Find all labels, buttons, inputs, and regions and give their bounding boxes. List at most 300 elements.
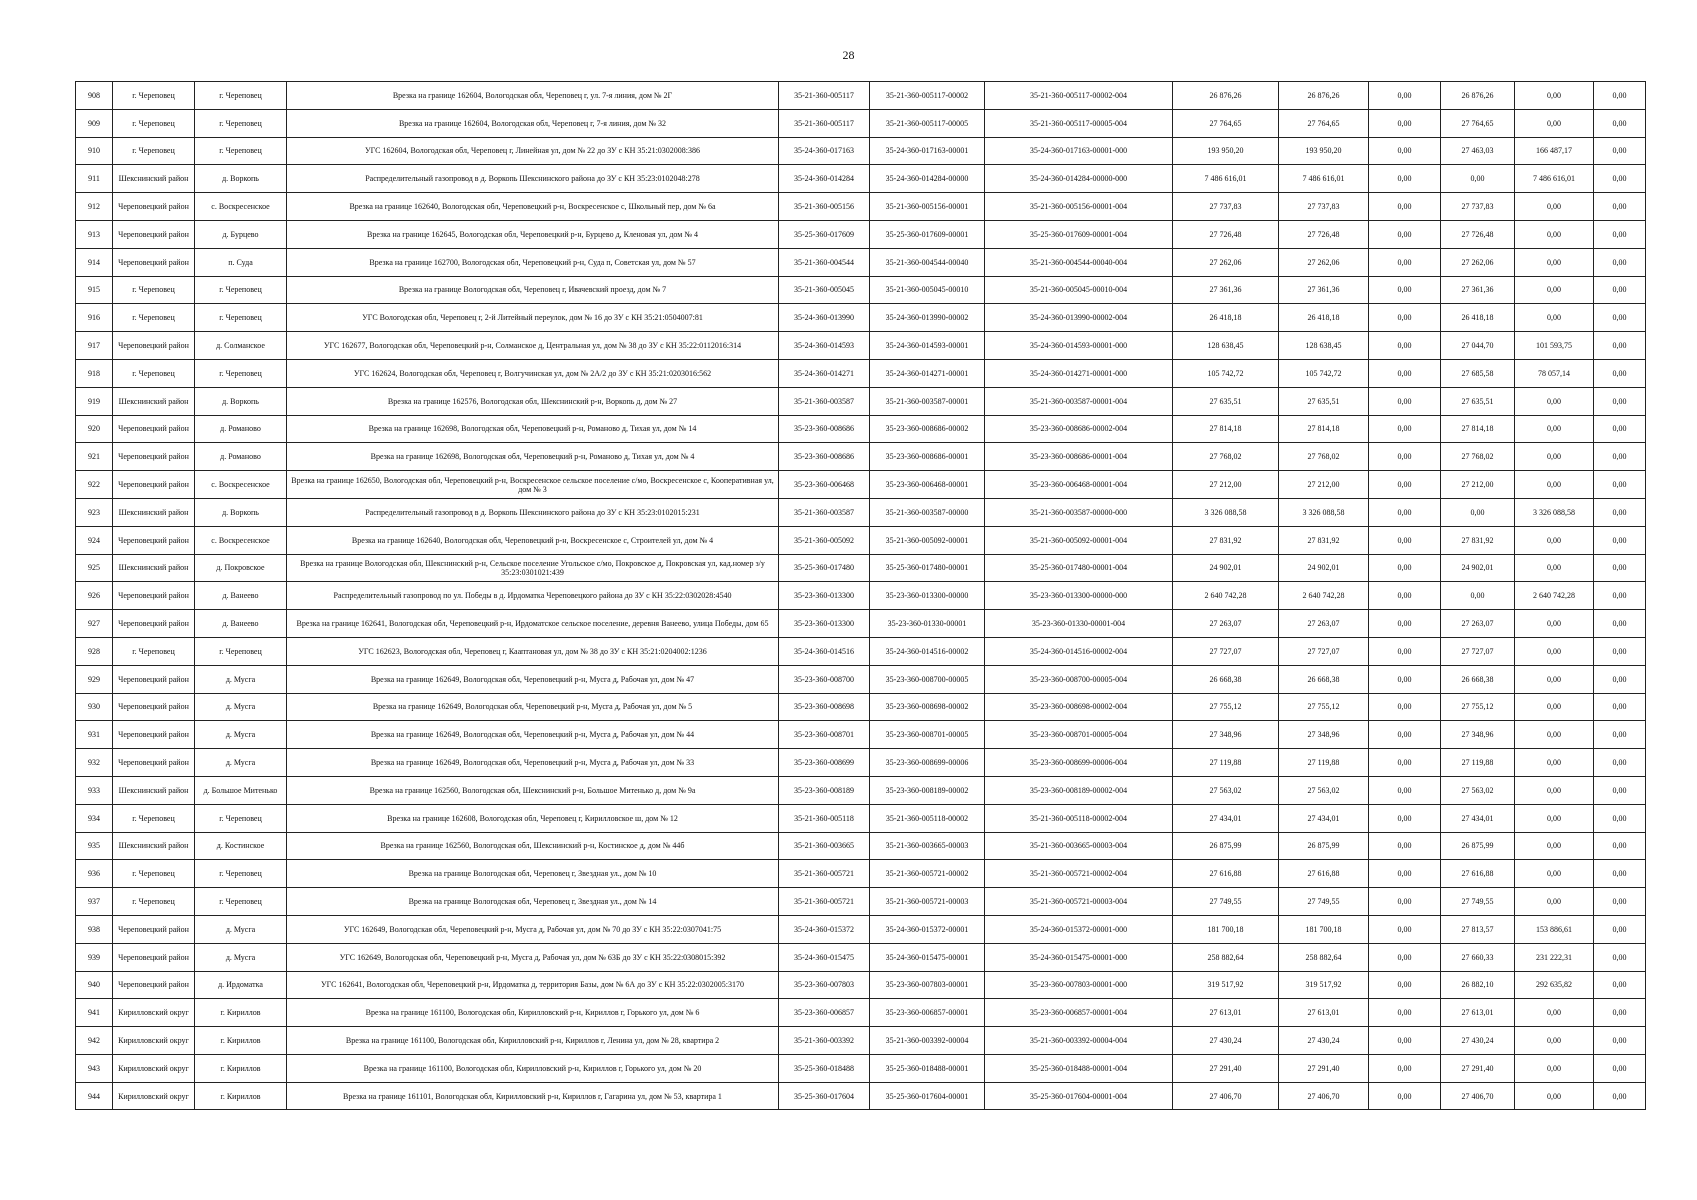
row-number: 919 xyxy=(76,387,113,415)
locality-cell: г. Кириллов xyxy=(195,1082,287,1110)
address-cell: Врезка на границе Вологодская обл, Череповец г, Звездная ул., дом № 10 xyxy=(287,860,779,888)
amount-total-cell: 26 876,26 xyxy=(1173,82,1279,110)
amount-col2-cell: 105 742,72 xyxy=(1279,359,1369,387)
address-cell: Врезка на границе 161100, Вологодская обл, Кирилловский р-н, Кириллов г, Ленина ул, дом № 28, квартира 2 xyxy=(287,1027,779,1055)
table-row xyxy=(76,832,1646,860)
sub-object-code-cell: 35-23-360-007803-00001 xyxy=(870,971,985,999)
district-cell: Череповецкий район xyxy=(113,693,195,721)
amount-col4-cell: 27 749,55 xyxy=(1441,888,1515,916)
table-row xyxy=(76,582,1646,610)
amount-col2-cell: 193 950,20 xyxy=(1279,137,1369,165)
object-code-cell: 35-23-360-008189 xyxy=(779,776,870,804)
table-row xyxy=(76,971,1646,999)
element-code-cell: 35-23-360-008686-00001-004 xyxy=(985,443,1173,471)
amount-total-cell: 26 418,18 xyxy=(1173,304,1279,332)
object-code-cell: 35-21-360-005721 xyxy=(779,860,870,888)
amount-col2-cell: 27 361,36 xyxy=(1279,276,1369,304)
district-cell: Череповецкий район xyxy=(113,471,195,499)
amount-col2-cell: 27 616,88 xyxy=(1279,860,1369,888)
element-code-cell: 35-25-360-017609-00001-004 xyxy=(985,220,1173,248)
sub-object-code-cell: 35-21-360-003392-00004 xyxy=(870,1027,985,1055)
object-code-cell: 35-23-360-008686 xyxy=(779,443,870,471)
amount-col2-cell: 2 640 742,28 xyxy=(1279,582,1369,610)
row-number: 939 xyxy=(76,943,113,971)
district-cell: г. Череповец xyxy=(113,637,195,665)
locality-cell: д. Романово xyxy=(195,443,287,471)
district-cell: Череповецкий район xyxy=(113,582,195,610)
amount-col5-cell: 0,00 xyxy=(1515,387,1594,415)
element-code-cell: 35-23-360-008701-00005-004 xyxy=(985,721,1173,749)
district-cell: Шекснинский район xyxy=(113,387,195,415)
table-row xyxy=(76,915,1646,943)
amount-col4-cell: 27 764,65 xyxy=(1441,109,1515,137)
element-code-cell: 35-21-360-005117-00005-004 xyxy=(985,109,1173,137)
row-number: 924 xyxy=(76,526,113,554)
sub-object-code-cell: 35-23-360-008189-00002 xyxy=(870,776,985,804)
address-cell: Врезка на границе 161101, Вологодская обл, Кирилловский р-н, Кириллов г, Гагарина ул, дом № 53, квартира 1 xyxy=(287,1082,779,1110)
table-row xyxy=(76,637,1646,665)
sub-object-code-cell: 35-23-360-006468-00001 xyxy=(870,471,985,499)
table-row xyxy=(76,1054,1646,1082)
amount-col6-cell: 0,00 xyxy=(1594,332,1646,360)
element-code-cell: 35-25-360-017604-00001-004 xyxy=(985,1082,1173,1110)
registry-table xyxy=(75,81,1646,1110)
row-number: 933 xyxy=(76,776,113,804)
row-number: 923 xyxy=(76,498,113,526)
row-number: 940 xyxy=(76,971,113,999)
district-cell: г. Череповец xyxy=(113,888,195,916)
district-cell: Череповецкий район xyxy=(113,415,195,443)
row-number: 942 xyxy=(76,1027,113,1055)
table-row xyxy=(76,304,1646,332)
amount-col3-cell: 0,00 xyxy=(1369,109,1441,137)
table-row xyxy=(76,359,1646,387)
amount-col6-cell: 0,00 xyxy=(1594,498,1646,526)
object-code-cell: 35-21-360-005118 xyxy=(779,804,870,832)
amount-col3-cell: 0,00 xyxy=(1369,359,1441,387)
amount-col2-cell: 27 764,65 xyxy=(1279,109,1369,137)
amount-col2-cell: 27 727,07 xyxy=(1279,637,1369,665)
amount-col2-cell: 7 486 616,01 xyxy=(1279,165,1369,193)
amount-col4-cell: 27 119,88 xyxy=(1441,749,1515,777)
sub-object-code-cell: 35-21-360-005117-00005 xyxy=(870,109,985,137)
district-cell: Кирилловский округ xyxy=(113,1054,195,1082)
element-code-cell: 35-23-360-008189-00002-004 xyxy=(985,776,1173,804)
amount-total-cell: 27 434,01 xyxy=(1173,804,1279,832)
amount-col4-cell: 27 348,96 xyxy=(1441,721,1515,749)
address-cell: Распределительный газопровод в д. Воркопь Шекснинского района до ЗУ с КН 35:23:0102015:231 xyxy=(287,498,779,526)
object-code-cell: 35-21-360-005092 xyxy=(779,526,870,554)
amount-col6-cell: 0,00 xyxy=(1594,109,1646,137)
amount-total-cell: 105 742,72 xyxy=(1173,359,1279,387)
sub-object-code-cell: 35-25-360-017609-00001 xyxy=(870,220,985,248)
amount-col3-cell: 0,00 xyxy=(1369,915,1441,943)
object-code-cell: 35-25-360-017480 xyxy=(779,554,870,582)
table-row xyxy=(76,387,1646,415)
amount-col3-cell: 0,00 xyxy=(1369,582,1441,610)
table-row xyxy=(76,332,1646,360)
table-row xyxy=(76,443,1646,471)
object-code-cell: 35-23-360-008698 xyxy=(779,693,870,721)
amount-col6-cell: 0,00 xyxy=(1594,610,1646,638)
table-row xyxy=(76,471,1646,499)
sub-object-code-cell: 35-21-360-003587-00001 xyxy=(870,387,985,415)
amount-col5-cell: 7 486 616,01 xyxy=(1515,165,1594,193)
amount-total-cell: 2 640 742,28 xyxy=(1173,582,1279,610)
address-cell: УГС 162677, Вологодская обл, Череповецкий р-н, Солманское д, Центральная ул, дом № 38 до ЗУ с КН 35:22:0112016:314 xyxy=(287,332,779,360)
amount-col3-cell: 0,00 xyxy=(1369,888,1441,916)
object-code-cell: 35-23-360-008700 xyxy=(779,665,870,693)
address-cell: Врезка на границе 162645, Вологодская обл, Череповецкий р-н, Бурцево д, Кленовая ул, дом № 4 xyxy=(287,220,779,248)
amount-col5-cell: 0,00 xyxy=(1515,443,1594,471)
element-code-cell: 35-24-360-014284-00000-000 xyxy=(985,165,1173,193)
amount-col3-cell: 0,00 xyxy=(1369,276,1441,304)
amount-col4-cell: 27 212,00 xyxy=(1441,471,1515,499)
amount-col5-cell: 0,00 xyxy=(1515,637,1594,665)
object-code-cell: 35-24-360-015372 xyxy=(779,915,870,943)
amount-col6-cell: 0,00 xyxy=(1594,82,1646,110)
amount-col3-cell: 0,00 xyxy=(1369,1054,1441,1082)
amount-col4-cell: 27 563,02 xyxy=(1441,776,1515,804)
amount-col6-cell: 0,00 xyxy=(1594,359,1646,387)
row-number: 941 xyxy=(76,999,113,1027)
amount-col6-cell: 0,00 xyxy=(1594,943,1646,971)
table-row xyxy=(76,276,1646,304)
amount-col3-cell: 0,00 xyxy=(1369,971,1441,999)
locality-cell: д. Воркопь xyxy=(195,387,287,415)
amount-col3-cell: 0,00 xyxy=(1369,1082,1441,1110)
object-code-cell: 35-24-360-015475 xyxy=(779,943,870,971)
amount-col6-cell: 0,00 xyxy=(1594,193,1646,221)
amount-col2-cell: 258 882,64 xyxy=(1279,943,1369,971)
amount-col6-cell: 0,00 xyxy=(1594,1054,1646,1082)
amount-col6-cell: 0,00 xyxy=(1594,832,1646,860)
table-row xyxy=(76,1027,1646,1055)
locality-cell: д. Мусга xyxy=(195,665,287,693)
amount-col3-cell: 0,00 xyxy=(1369,332,1441,360)
object-code-cell: 35-24-360-013990 xyxy=(779,304,870,332)
amount-col5-cell: 153 886,61 xyxy=(1515,915,1594,943)
table-row xyxy=(76,415,1646,443)
locality-cell: г. Череповец xyxy=(195,860,287,888)
sub-object-code-cell: 35-21-360-005721-00002 xyxy=(870,860,985,888)
amount-col5-cell: 0,00 xyxy=(1515,276,1594,304)
locality-cell: д. Покровское xyxy=(195,554,287,582)
sub-object-code-cell: 35-23-360-008701-00005 xyxy=(870,721,985,749)
district-cell: Кирилловский округ xyxy=(113,1027,195,1055)
amount-col4-cell: 27 463,03 xyxy=(1441,137,1515,165)
element-code-cell: 35-23-360-006468-00001-004 xyxy=(985,471,1173,499)
row-number: 931 xyxy=(76,721,113,749)
amount-col2-cell: 27 430,24 xyxy=(1279,1027,1369,1055)
amount-total-cell: 27 755,12 xyxy=(1173,693,1279,721)
amount-total-cell: 27 727,07 xyxy=(1173,637,1279,665)
district-cell: г. Череповец xyxy=(113,304,195,332)
sub-object-code-cell: 35-25-360-018488-00001 xyxy=(870,1054,985,1082)
amount-col2-cell: 27 749,55 xyxy=(1279,888,1369,916)
amount-col5-cell: 0,00 xyxy=(1515,1082,1594,1110)
amount-col5-cell: 2 640 742,28 xyxy=(1515,582,1594,610)
amount-col2-cell: 27 434,01 xyxy=(1279,804,1369,832)
amount-col5-cell: 0,00 xyxy=(1515,304,1594,332)
amount-col6-cell: 0,00 xyxy=(1594,1027,1646,1055)
element-code-cell: 35-23-360-01330-00001-004 xyxy=(985,610,1173,638)
table-row xyxy=(76,220,1646,248)
address-cell: УГС 162623, Вологодская обл, Череповец г, Кааптановая ул, дом № 38 до ЗУ с КН 35:21:0204002:1236 xyxy=(287,637,779,665)
district-cell: г. Череповец xyxy=(113,137,195,165)
amount-col3-cell: 0,00 xyxy=(1369,248,1441,276)
sub-object-code-cell: 35-21-360-005117-00002 xyxy=(870,82,985,110)
amount-col4-cell: 27 768,02 xyxy=(1441,443,1515,471)
district-cell: Череповецкий район xyxy=(113,749,195,777)
amount-col6-cell: 0,00 xyxy=(1594,915,1646,943)
object-code-cell: 35-25-360-017604 xyxy=(779,1082,870,1110)
amount-col3-cell: 0,00 xyxy=(1369,776,1441,804)
sub-object-code-cell: 35-24-360-014271-00001 xyxy=(870,359,985,387)
locality-cell: д. Мусга xyxy=(195,721,287,749)
amount-col6-cell: 0,00 xyxy=(1594,415,1646,443)
address-cell: Врезка на границе 162560, Вологодская обл, Шекснинский р-н, Костинское д, дом № 44б xyxy=(287,832,779,860)
row-number: 928 xyxy=(76,637,113,665)
district-cell: г. Череповец xyxy=(113,82,195,110)
table-row xyxy=(76,943,1646,971)
address-cell: Врезка на границе 162608, Вологодская обл, Череповец г, Кирилловское ш, дом № 12 xyxy=(287,804,779,832)
sub-object-code-cell: 35-23-360-008686-00002 xyxy=(870,415,985,443)
locality-cell: г. Кириллов xyxy=(195,1027,287,1055)
address-cell: Врезка на границе Вологодская обл, Череповец г, Ивачевский проезд, дом № 7 xyxy=(287,276,779,304)
table-row xyxy=(76,137,1646,165)
amount-col4-cell: 27 755,12 xyxy=(1441,693,1515,721)
object-code-cell: 35-23-360-007803 xyxy=(779,971,870,999)
object-code-cell: 35-21-360-005117 xyxy=(779,82,870,110)
amount-col6-cell: 0,00 xyxy=(1594,888,1646,916)
amount-col5-cell: 0,00 xyxy=(1515,860,1594,888)
object-code-cell: 35-23-360-008701 xyxy=(779,721,870,749)
row-number: 918 xyxy=(76,359,113,387)
amount-col5-cell: 0,00 xyxy=(1515,888,1594,916)
amount-col3-cell: 0,00 xyxy=(1369,193,1441,221)
address-cell: Врезка на границе Вологодская обл, Череповец г, Звездная ул., дом № 14 xyxy=(287,888,779,916)
address-cell: УГС 162604, Вологодская обл, Череповец г, Линейная ул, дом № 22 до ЗУ с КН 35:21:0302008:386 xyxy=(287,137,779,165)
row-number: 930 xyxy=(76,693,113,721)
element-code-cell: 35-25-360-018488-00001-004 xyxy=(985,1054,1173,1082)
amount-col4-cell: 27 262,06 xyxy=(1441,248,1515,276)
object-code-cell: 35-25-360-017609 xyxy=(779,220,870,248)
element-code-cell: 35-21-360-004544-00040-004 xyxy=(985,248,1173,276)
amount-col4-cell: 26 668,38 xyxy=(1441,665,1515,693)
address-cell: Врезка на границе 162640, Вологодская обл, Череповецкий р-н, Воскресенское с, Школьный пер, дом № 6а xyxy=(287,193,779,221)
district-cell: Череповецкий район xyxy=(113,526,195,554)
sub-object-code-cell: 35-24-360-013990-00002 xyxy=(870,304,985,332)
district-cell: Череповецкий район xyxy=(113,332,195,360)
amount-col4-cell: 27 291,40 xyxy=(1441,1054,1515,1082)
amount-col6-cell: 0,00 xyxy=(1594,749,1646,777)
amount-col2-cell: 26 875,99 xyxy=(1279,832,1369,860)
address-cell: Врезка на границе 162641, Вологодская обл, Череповецкий р-н, Ирдоматское сельское поселение, деревня Ванеево, улица Победы, дом 65 xyxy=(287,610,779,638)
district-cell: г. Череповец xyxy=(113,359,195,387)
locality-cell: г. Череповец xyxy=(195,804,287,832)
sub-object-code-cell: 35-21-360-004544-00040 xyxy=(870,248,985,276)
locality-cell: д. Мусга xyxy=(195,943,287,971)
locality-cell: г. Череповец xyxy=(195,109,287,137)
page-number: 28 xyxy=(842,48,855,62)
locality-cell: с. Воскресенское xyxy=(195,193,287,221)
amount-col3-cell: 0,00 xyxy=(1369,665,1441,693)
amount-col4-cell: 27 814,18 xyxy=(1441,415,1515,443)
amount-total-cell: 7 486 616,01 xyxy=(1173,165,1279,193)
address-cell: Распределительный газопровод в д. Воркопь Шекснинского района до ЗУ с КН 35:23:0102048:278 xyxy=(287,165,779,193)
element-code-cell: 35-24-360-014271-00001-000 xyxy=(985,359,1173,387)
amount-total-cell: 319 517,92 xyxy=(1173,971,1279,999)
element-code-cell: 35-21-360-005117-00002-004 xyxy=(985,82,1173,110)
object-code-cell: 35-24-360-014271 xyxy=(779,359,870,387)
object-code-cell: 35-24-360-014516 xyxy=(779,637,870,665)
amount-col2-cell: 27 263,07 xyxy=(1279,610,1369,638)
amount-col3-cell: 0,00 xyxy=(1369,526,1441,554)
amount-col4-cell: 0,00 xyxy=(1441,498,1515,526)
sub-object-code-cell: 35-21-360-005156-00001 xyxy=(870,193,985,221)
object-code-cell: 35-21-360-005156 xyxy=(779,193,870,221)
locality-cell: г. Череповец xyxy=(195,276,287,304)
amount-col5-cell: 101 593,75 xyxy=(1515,332,1594,360)
district-cell: Череповецкий район xyxy=(113,610,195,638)
amount-col2-cell: 27 291,40 xyxy=(1279,1054,1369,1082)
amount-col3-cell: 0,00 xyxy=(1369,82,1441,110)
address-cell: УГС Вологодская обл, Череповец г, 2-й Литейный переулок, дом № 16 до ЗУ с КН 35:21:0504007:81 xyxy=(287,304,779,332)
district-cell: Череповецкий район xyxy=(113,943,195,971)
row-number: 910 xyxy=(76,137,113,165)
amount-col6-cell: 0,00 xyxy=(1594,526,1646,554)
amount-col2-cell: 27 563,02 xyxy=(1279,776,1369,804)
address-cell: Врезка на границе 162649, Вологодская обл, Череповецкий р-н, Мусга д, Рабочая ул, дом № 47 xyxy=(287,665,779,693)
amount-col6-cell: 0,00 xyxy=(1594,248,1646,276)
amount-col3-cell: 0,00 xyxy=(1369,832,1441,860)
amount-col4-cell: 27 727,07 xyxy=(1441,637,1515,665)
amount-total-cell: 27 406,70 xyxy=(1173,1082,1279,1110)
amount-col5-cell: 0,00 xyxy=(1515,248,1594,276)
object-code-cell: 35-23-360-006468 xyxy=(779,471,870,499)
amount-col3-cell: 0,00 xyxy=(1369,610,1441,638)
amount-col2-cell: 128 638,45 xyxy=(1279,332,1369,360)
row-number: 937 xyxy=(76,888,113,916)
sub-object-code-cell: 35-24-360-014593-00001 xyxy=(870,332,985,360)
amount-col3-cell: 0,00 xyxy=(1369,387,1441,415)
address-cell: Распределительный газопровод по ул. Победы в д. Ирдоматка Череповецкого района до ЗУ с КН 35:22:0302028:4540 xyxy=(287,582,779,610)
address-cell: Врезка на границе 162604, Вологодская обл, Череповец г, 7-я линия, дом № 32 xyxy=(287,109,779,137)
table-row xyxy=(76,82,1646,110)
amount-col4-cell: 0,00 xyxy=(1441,582,1515,610)
amount-col6-cell: 0,00 xyxy=(1594,582,1646,610)
sub-object-code-cell: 35-21-360-003587-00000 xyxy=(870,498,985,526)
amount-col2-cell: 27 212,00 xyxy=(1279,471,1369,499)
amount-col4-cell: 27 613,01 xyxy=(1441,999,1515,1027)
row-number: 927 xyxy=(76,610,113,638)
amount-col4-cell: 27 361,36 xyxy=(1441,276,1515,304)
amount-col2-cell: 319 517,92 xyxy=(1279,971,1369,999)
amount-col5-cell: 0,00 xyxy=(1515,193,1594,221)
amount-col3-cell: 0,00 xyxy=(1369,554,1441,582)
amount-col3-cell: 0,00 xyxy=(1369,165,1441,193)
district-cell: г. Череповец xyxy=(113,860,195,888)
amount-total-cell: 27 613,01 xyxy=(1173,999,1279,1027)
amount-col5-cell: 0,00 xyxy=(1515,471,1594,499)
amount-col5-cell: 231 222,31 xyxy=(1515,943,1594,971)
amount-col4-cell: 27 635,51 xyxy=(1441,387,1515,415)
locality-cell: г. Череповец xyxy=(195,888,287,916)
object-code-cell: 35-23-360-006857 xyxy=(779,999,870,1027)
amount-total-cell: 181 700,18 xyxy=(1173,915,1279,943)
address-cell: Врезка на границе 162698, Вологодская обл, Череповецкий р-н, Романово д, Тихая ул, дом № 14 xyxy=(287,415,779,443)
amount-col4-cell: 27 737,83 xyxy=(1441,193,1515,221)
amount-col6-cell: 0,00 xyxy=(1594,276,1646,304)
row-number: 912 xyxy=(76,193,113,221)
table-row xyxy=(76,526,1646,554)
amount-col4-cell: 27 726,48 xyxy=(1441,220,1515,248)
row-number: 917 xyxy=(76,332,113,360)
amount-col4-cell: 26 876,26 xyxy=(1441,82,1515,110)
district-cell: Череповецкий район xyxy=(113,721,195,749)
registry-table-body xyxy=(76,82,1646,1110)
amount-col4-cell: 26 418,18 xyxy=(1441,304,1515,332)
amount-col6-cell: 0,00 xyxy=(1594,999,1646,1027)
amount-col4-cell: 27 660,33 xyxy=(1441,943,1515,971)
amount-col5-cell: 0,00 xyxy=(1515,82,1594,110)
amount-total-cell: 3 326 088,58 xyxy=(1173,498,1279,526)
amount-col3-cell: 0,00 xyxy=(1369,693,1441,721)
amount-total-cell: 26 668,38 xyxy=(1173,665,1279,693)
amount-col6-cell: 0,00 xyxy=(1594,693,1646,721)
locality-cell: д. Мусга xyxy=(195,749,287,777)
amount-col3-cell: 0,00 xyxy=(1369,443,1441,471)
table-row xyxy=(76,109,1646,137)
amount-col4-cell: 27 685,58 xyxy=(1441,359,1515,387)
address-cell: Врезка на границе 162649, Вологодская обл, Череповецкий р-н, Мусга д, Рабочая ул, дом № 5 xyxy=(287,693,779,721)
district-cell: Кирилловский округ xyxy=(113,999,195,1027)
amount-col5-cell: 0,00 xyxy=(1515,693,1594,721)
sub-object-code-cell: 35-24-360-014516-00002 xyxy=(870,637,985,665)
element-code-cell: 35-25-360-017480-00001-004 xyxy=(985,554,1173,582)
amount-col2-cell: 24 902,01 xyxy=(1279,554,1369,582)
amount-col3-cell: 0,00 xyxy=(1369,860,1441,888)
district-cell: г. Череповец xyxy=(113,804,195,832)
amount-col2-cell: 26 418,18 xyxy=(1279,304,1369,332)
amount-col5-cell: 0,00 xyxy=(1515,554,1594,582)
amount-col3-cell: 0,00 xyxy=(1369,637,1441,665)
amount-total-cell: 128 638,45 xyxy=(1173,332,1279,360)
sub-object-code-cell: 35-23-360-008698-00002 xyxy=(870,693,985,721)
amount-col5-cell: 0,00 xyxy=(1515,776,1594,804)
element-code-cell: 35-21-360-005721-00002-004 xyxy=(985,860,1173,888)
row-number: 920 xyxy=(76,415,113,443)
sub-object-code-cell: 35-24-360-014284-00000 xyxy=(870,165,985,193)
amount-col4-cell: 27 813,57 xyxy=(1441,915,1515,943)
amount-col6-cell: 0,00 xyxy=(1594,721,1646,749)
amount-total-cell: 193 950,20 xyxy=(1173,137,1279,165)
object-code-cell: 35-23-360-008699 xyxy=(779,749,870,777)
sub-object-code-cell: 35-24-360-015475-00001 xyxy=(870,943,985,971)
district-cell: Шекснинский район xyxy=(113,498,195,526)
object-code-cell: 35-25-360-018488 xyxy=(779,1054,870,1082)
row-number: 926 xyxy=(76,582,113,610)
amount-col6-cell: 0,00 xyxy=(1594,443,1646,471)
object-code-cell: 35-24-360-014593 xyxy=(779,332,870,360)
amount-col6-cell: 0,00 xyxy=(1594,137,1646,165)
amount-col2-cell: 27 726,48 xyxy=(1279,220,1369,248)
element-code-cell: 35-21-360-005721-00003-004 xyxy=(985,888,1173,916)
locality-cell: г. Череповец xyxy=(195,637,287,665)
amount-col3-cell: 0,00 xyxy=(1369,721,1441,749)
address-cell: УГС 162649, Вологодская обл, Череповецкий р-н, Мусга д, Рабочая ул, дом № 70 до ЗУ с КН 35:22:0307041:75 xyxy=(287,915,779,943)
